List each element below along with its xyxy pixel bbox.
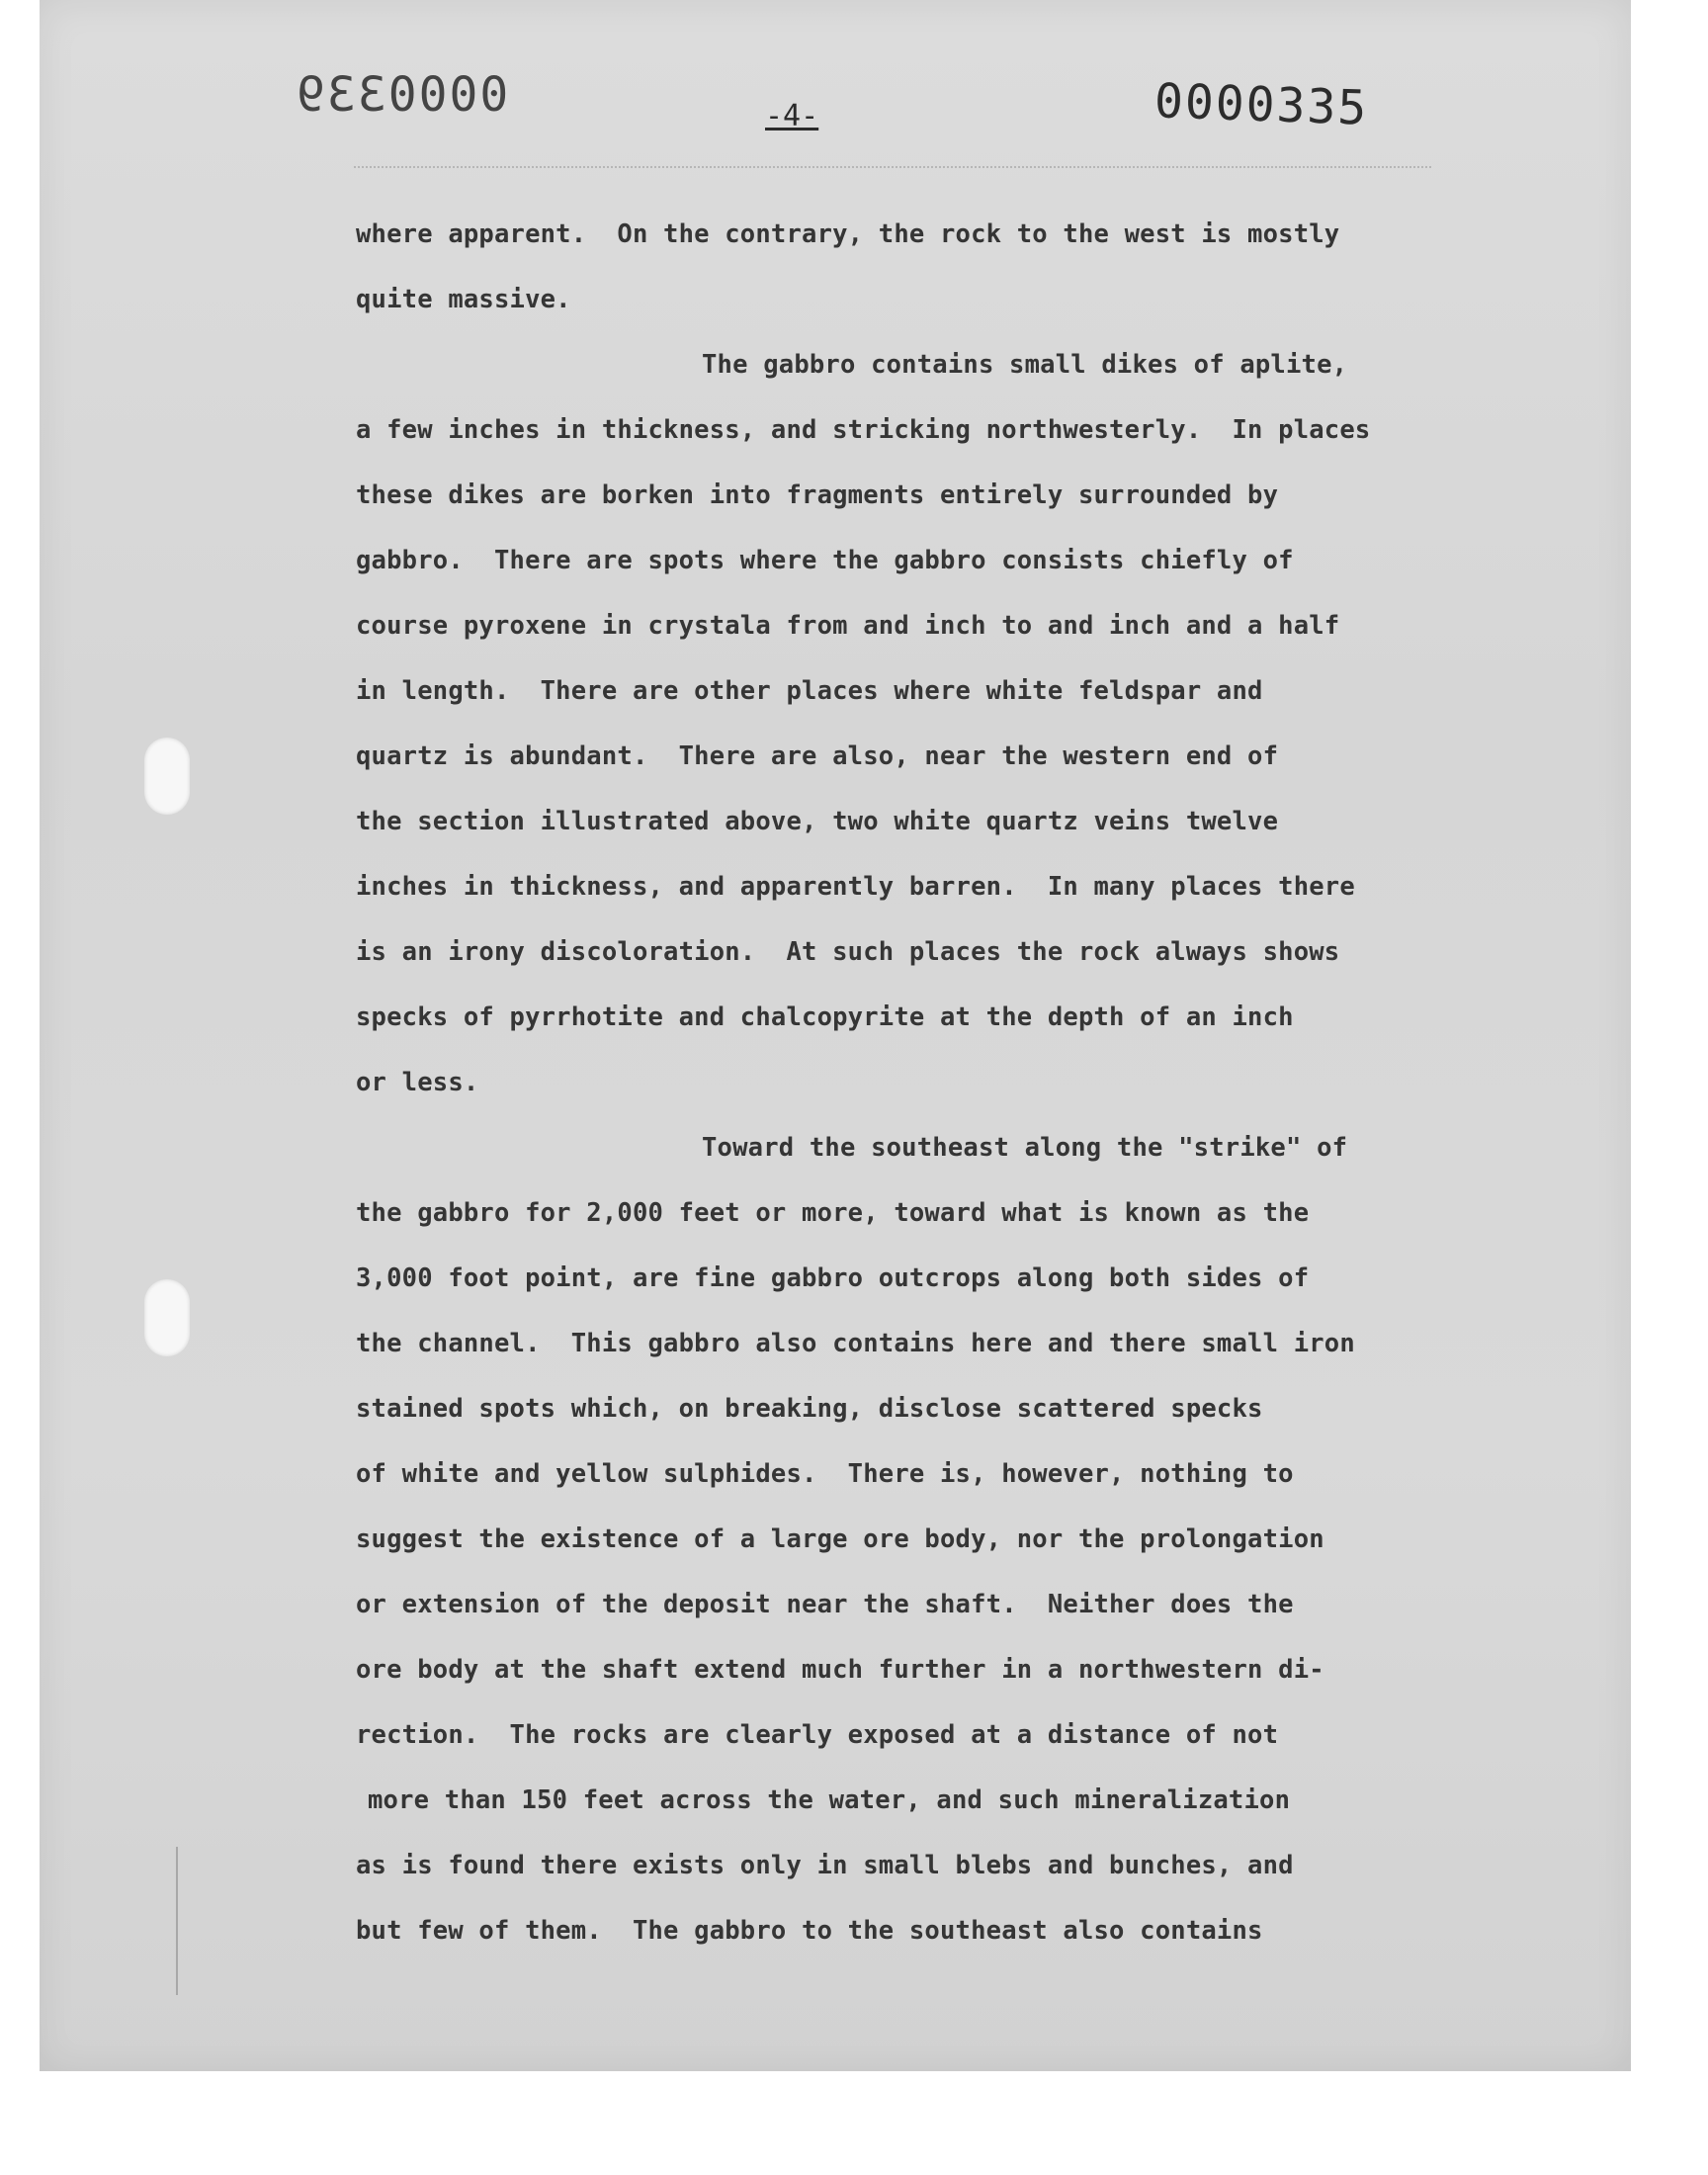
text-line: of white and yellow sulphides. There is, however, nothing to (356, 1459, 1294, 1489)
punch-hole-top (144, 738, 190, 815)
text-line: quartz is abundant. There are also, near the western end of (356, 741, 1279, 771)
text-line: ore body at the shaft extend much further in a northwestern di- (356, 1655, 1324, 1685)
text-line: but few of them. The gabbro to the southeast also contains (356, 1916, 1263, 1946)
text-line: stained spots which, on breaking, disclose scattered specks (356, 1394, 1263, 1424)
mirrored-document-stamp: 0000339 (295, 67, 509, 123)
text-line: is an irony discoloration. At such places the rock always shows (356, 937, 1340, 967)
header-rule (354, 166, 1431, 168)
punch-hole-bottom (144, 1279, 190, 1356)
text-line: in length. There are other places where white feldspar and (356, 676, 1263, 706)
text-line: quite massive. (356, 285, 571, 314)
text-line: more than 150 feet across the water, and such mineralization (368, 1785, 1291, 1815)
text-line: inches in thickness, and apparently barren. In many places there (356, 872, 1355, 902)
body-text (356, 214, 1463, 1975)
paragraph-start-line: The gabbro contains small dikes of aplite, (702, 350, 1348, 380)
text-line: the section illustrated above, two white quartz veins twelve (356, 807, 1279, 836)
paragraph-start-line: Toward the southeast along the "strike" of (702, 1133, 1348, 1163)
text-line: or less. (356, 1068, 479, 1097)
text-line: the gabbro for 2,000 feet or more, toward what is known as the (356, 1198, 1310, 1228)
text-line: course pyroxene in crystala from and inch to and inch and a half (356, 611, 1340, 641)
text-line: gabbro. There are spots where the gabbro consists chiefly of (356, 546, 1294, 575)
text-line: rection. The rocks are clearly exposed at a distance of not (356, 1720, 1279, 1750)
text-line: as is found there exists only in small blebs and bunches, and (356, 1851, 1294, 1880)
text-line: 3,000 foot point, are fine gabbro outcrops along both sides of (356, 1263, 1310, 1293)
document-stamp: 0000335 (1153, 73, 1370, 136)
text-line: where apparent. On the contrary, the rock to the west is mostly (356, 219, 1340, 249)
text-line: these dikes are borken into fragments entirely surrounded by (356, 480, 1279, 510)
text-line: a few inches in thickness, and stricking northwesterly. In places (356, 415, 1371, 445)
text-line: suggest the existence of a large ore body, nor the prolongation (356, 1524, 1324, 1554)
text-line: the channel. This gabbro also contains here and there small iron (356, 1329, 1355, 1358)
margin-mark (176, 1847, 178, 1995)
page-number: -4- (765, 99, 819, 133)
text-line: or extension of the deposit near the shaft. Neither does the (356, 1590, 1294, 1619)
text-line: specks of pyrrhotite and chalcopyrite at the depth of an inch (356, 1002, 1294, 1032)
